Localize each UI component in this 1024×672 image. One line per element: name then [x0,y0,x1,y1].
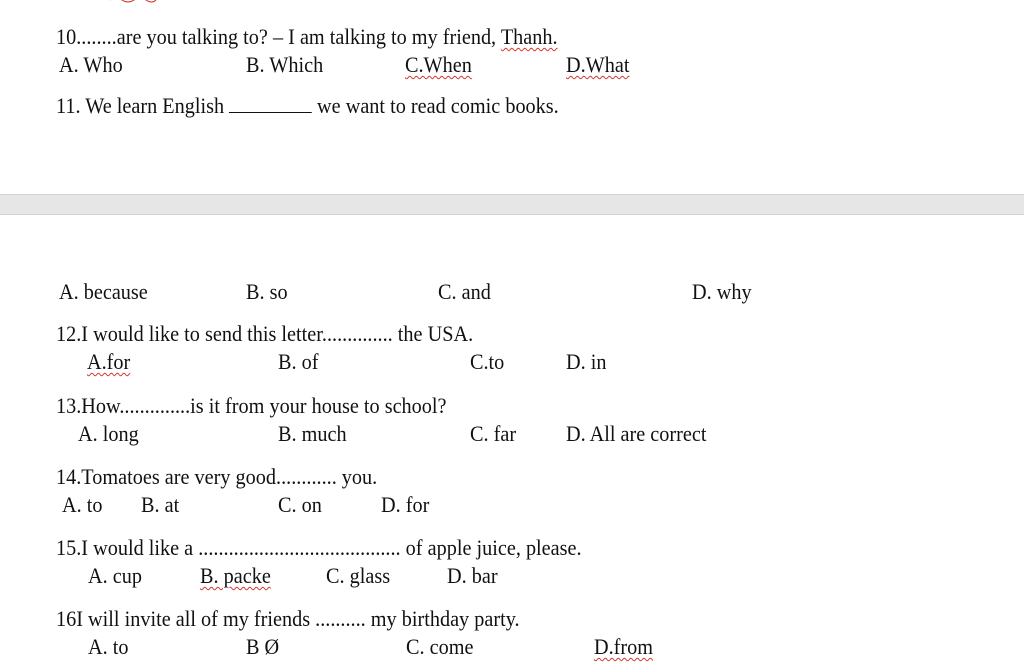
q15-option-c[interactable]: C. glass [326,563,391,588]
page-break [0,194,1024,215]
q14-option-b[interactable]: B. at [141,492,180,517]
question-16-stem: 16I will invite all of my friends .......... my birthday party. [56,606,520,631]
q15-option-a[interactable]: A. cup [88,563,142,588]
q12-option-c[interactable]: C.to [470,349,505,374]
question-12-stem: 12.I would like to send this letter.............. the USA. [56,321,474,346]
q12-option-b[interactable]: B. of [278,349,319,374]
q11-option-b[interactable]: B. so [246,279,288,304]
q12-option-d[interactable]: D. in [566,349,607,374]
q12-option-a[interactable]: A.for [87,349,131,374]
document-page-bottom [0,215,1024,672]
q11-option-c[interactable]: C. and [438,279,491,304]
q10-option-d[interactable]: D.What [566,52,630,77]
q15-option-b[interactable]: B. packe [200,563,271,588]
question-11-stem: 11. We learn English we want to read comic books. [56,93,559,118]
q16-option-c[interactable]: C. come [406,634,474,659]
q11-option-d[interactable]: D. why [692,279,752,304]
cutoff-text [108,0,158,4]
answer-blank[interactable] [229,94,312,113]
q13-option-a[interactable]: A. long [78,421,139,446]
q10-option-b[interactable]: B. Which [246,52,324,77]
q16-option-a[interactable]: A. to [88,634,129,659]
q13-option-b[interactable]: B. much [278,421,347,446]
q14-option-d[interactable]: D. for [381,492,430,517]
q11-option-a[interactable]: A. because [59,279,148,304]
question-15-stem: 15.I would like a ........................................ of apple juice, please. [56,535,582,560]
question-10-stem: 10........are you talking to? – I am talking to my friend, Thanh. [56,24,558,49]
document-page-top [0,0,1024,194]
q16-option-d[interactable]: D.from [594,634,654,659]
q14-option-c[interactable]: C. on [278,492,322,517]
q10-option-a[interactable]: A. Who [59,52,123,77]
q15-option-d[interactable]: D. bar [447,563,498,588]
q16-option-b[interactable]: B Ø [246,634,280,659]
q13-option-c[interactable]: C. far [470,421,517,446]
q13-option-d[interactable]: D. All are correct [566,421,707,446]
q10-option-c[interactable]: C.When [405,52,472,77]
q14-option-a[interactable]: A. to [62,492,103,517]
question-14-stem: 14.Tomatoes are very good............ you. [56,464,378,489]
question-13-stem: 13.How..............is it from your house to school? [56,393,447,418]
